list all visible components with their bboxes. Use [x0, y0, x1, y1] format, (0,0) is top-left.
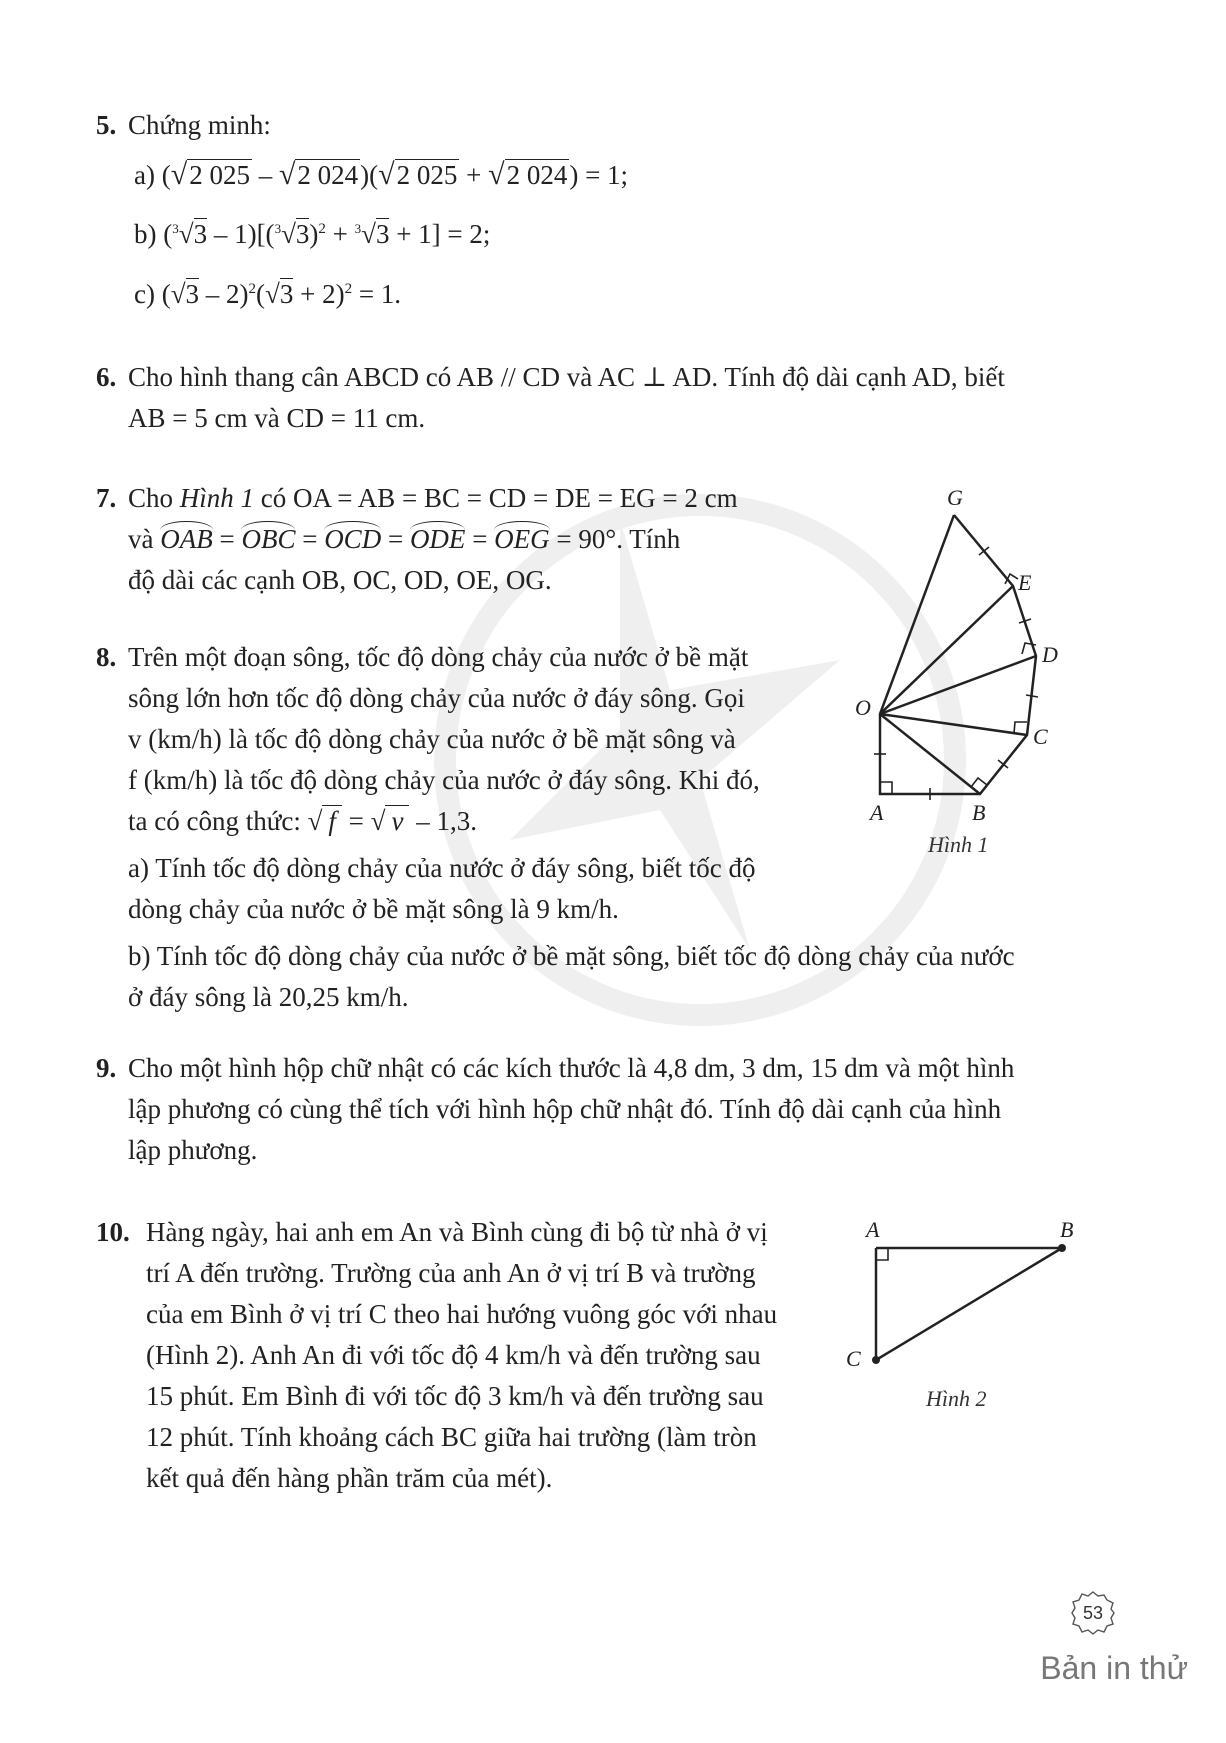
page-number: 53 [1082, 1602, 1104, 1623]
text-span: ta có công thức: [128, 806, 301, 836]
formula-line: ta có công thức: √ f = √ v – 1,3. [128, 806, 477, 836]
text-line: Hàng ngày, hai anh em An và Bình cùng đi bộ từ nhà ở vị [146, 1217, 768, 1247]
equation-result: = 1. [358, 279, 402, 309]
problem-5 [96, 105, 996, 315]
text-span: và [128, 524, 154, 554]
text-line: 15 phút. Em Bình đi với tốc độ 3 km/h và đến trường sau [146, 1381, 764, 1411]
text-line: sông lớn hơn tốc độ dòng chảy của nước ở đáy sông. Gọi [128, 683, 745, 713]
text-line: (Hình 2). Anh An đi với tốc độ 4 km/h và đến trường sau [146, 1340, 761, 1370]
figure-1 [850, 478, 1090, 838]
angle-label: OBC [241, 519, 295, 560]
text-line: và OAB = OBC = OCD = ODE = OEG = 90°. Tính [128, 519, 816, 560]
text-line: b) Tính tốc độ dòng chảy của nước ở bề mặt sông, biết tốc độ dòng chảy của nước [128, 941, 1015, 971]
text-span: Cho [128, 483, 180, 513]
problem-number: 5. [96, 110, 117, 140]
label-d: D [1042, 642, 1058, 667]
text-line: 12 phút. Tính khoảng cách BC giữa hai trường (làm tròn [146, 1422, 757, 1452]
label-e: E [1018, 570, 1032, 595]
problem-number: 6. [96, 362, 117, 392]
part-label: a) [134, 160, 155, 190]
radicand: 2 025 [189, 160, 250, 190]
problem-9 [96, 1048, 1096, 1171]
text-span: có OA = AB = BC = CD = DE = EG = 2 cm [254, 483, 738, 513]
label-b: B [972, 800, 986, 825]
label-c: C [1033, 724, 1048, 749]
text-line: của em Bình ở vị trí C theo hai hướng vuông góc với nhau [146, 1299, 778, 1329]
angle-label: OCD [324, 519, 381, 560]
label-a: A [870, 800, 884, 825]
angle-label: OEG [494, 519, 550, 560]
problem-number: 8. [96, 642, 117, 672]
problem-6 [96, 357, 1096, 439]
label-c: C [846, 1346, 861, 1371]
label-o: O [855, 695, 871, 720]
radicand: 2 024 [297, 160, 359, 190]
problem-number: 7. [96, 483, 117, 513]
problem-7 [96, 478, 816, 601]
equation-result: = 1; [585, 160, 629, 190]
text-line [128, 478, 816, 519]
text-line: AB = 5 cm và CD = 11 cm. [128, 403, 426, 433]
part-label: b) [134, 219, 157, 249]
problem-number: 10. [96, 1217, 130, 1247]
problem-number: 9. [96, 1053, 117, 1083]
text-line: lập phương có cùng thể tích với hình hộp chữ nhật đó. Tính độ dài cạnh của hình [128, 1094, 1002, 1124]
part-label: c) [134, 279, 155, 309]
text-span: – 1,3. [416, 806, 477, 836]
equation-b: b) $(^3√3 - 1)[(^3√3)^2 + ^3√3 + 1] = 2$; [134, 219, 491, 249]
page-number-badge [1070, 1590, 1116, 1636]
text-line: kết quả đến hàng phần trăm của mét). [146, 1463, 553, 1493]
figure-1-caption: Hình 1 [928, 832, 989, 857]
figure-2-caption: Hình 2 [926, 1386, 987, 1411]
text-line: trí A đến trường. Trường của anh An ở vị trí B và trường [146, 1258, 756, 1288]
text-line: ở đáy sông là 20,25 km/h. [128, 982, 409, 1012]
equation-result: = 2; [447, 219, 491, 249]
text-line: lập phương. [128, 1135, 258, 1165]
text-line: a) Tính tốc độ dòng chảy của nước ở đáy sông, biết tốc độ [128, 853, 756, 883]
equation-a: a) (√2 025 – √2 024)(√2 025 + √2 024) = 1; [134, 158, 629, 191]
equation-c: c) $(√3 - 2)^2(√3 + 2)^2 = 1$. [134, 279, 402, 309]
label-a: A [866, 1217, 880, 1242]
radicand: 2 024 [506, 160, 568, 190]
text-line: dòng chảy của nước ở bề mặt sông là 9 km/h. [128, 894, 619, 924]
radicand: 2 025 [396, 160, 458, 190]
problem-title: Chứng minh: [128, 110, 271, 140]
text-line: Cho hình thang cân ABCD có AB // CD và AC ⊥ AD. Tính độ dài cạnh AD, biết [128, 362, 1005, 392]
figure-2 [840, 1210, 1100, 1380]
label-b: B [1060, 1217, 1074, 1242]
text-line: độ dài các cạnh OB, OC, OD, OE, OG. [128, 565, 552, 595]
figure-reference: Hình 1 [179, 483, 255, 513]
angle-label: ODE [410, 519, 466, 560]
text-span: = 90°. Tính [556, 524, 681, 554]
text-line: f (km/h) là tốc độ dòng chảy của nước ở đáy sông. Khi đó, [128, 765, 760, 795]
text-line: Trên một đoạn sông, tốc độ dòng chảy của nước ở bề mặt [128, 642, 749, 672]
label-g: G [947, 485, 963, 510]
problem-10 [96, 1212, 816, 1499]
angle-label: OAB [160, 519, 212, 560]
draft-label: Bản in thử [1040, 1650, 1188, 1686]
text-line: Cho một hình hộp chữ nhật có các kích thước là 4,8 dm, 3 dm, 15 dm và một hình [128, 1053, 1015, 1083]
text-line: v (km/h) là tốc độ dòng chảy của nước ở bề mặt sông và [128, 724, 736, 754]
